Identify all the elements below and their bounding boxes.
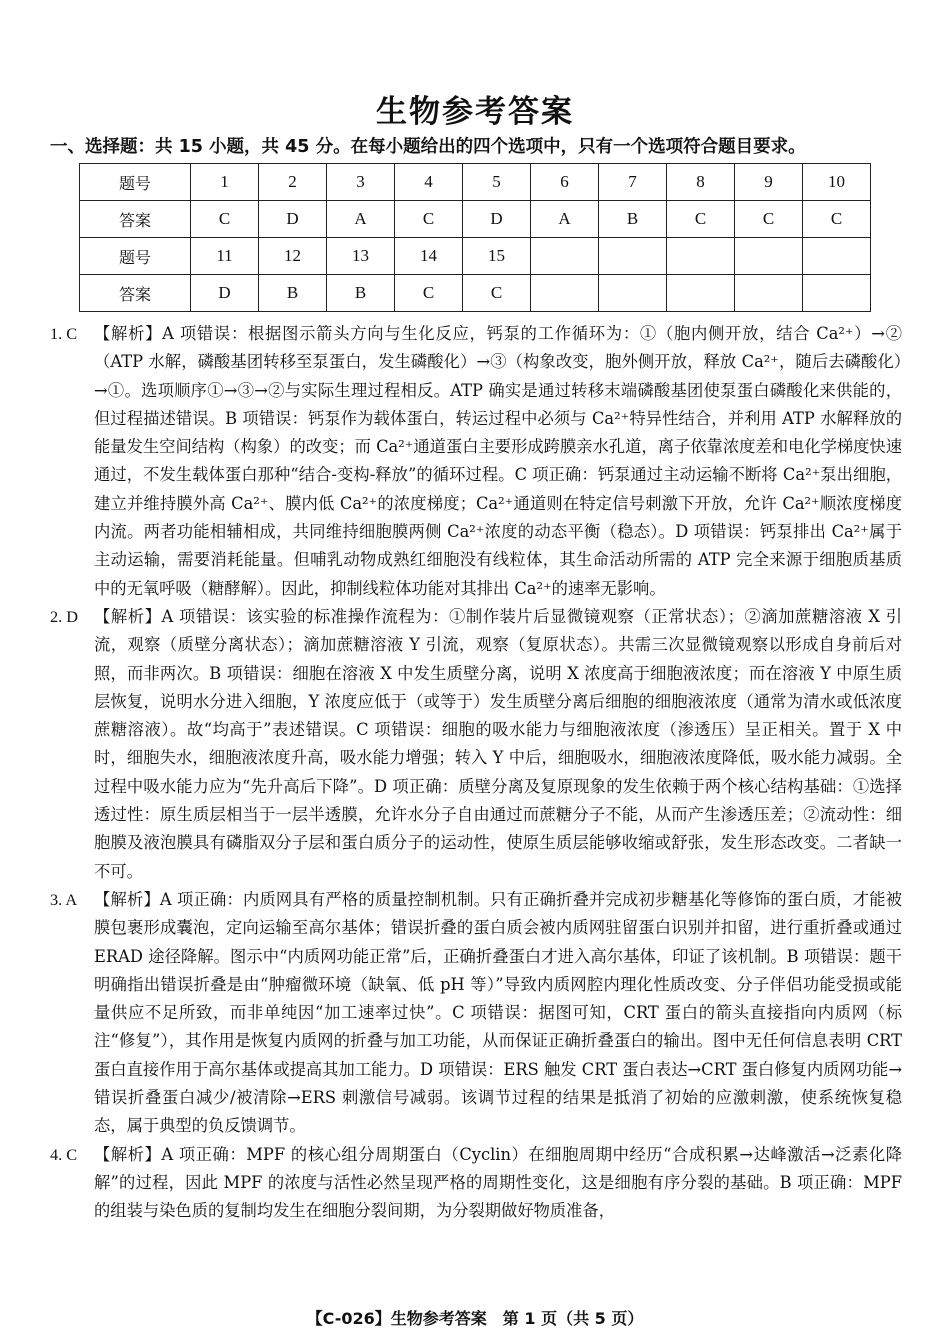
table-cell: A [531, 201, 599, 238]
question-number: 4. C [50, 1144, 78, 1164]
table-cell: 2 [259, 164, 327, 201]
table-cell: 4 [395, 164, 463, 201]
table-cell: A [327, 201, 395, 238]
table-cell: C [191, 201, 259, 238]
table-cell: 7 [599, 164, 667, 201]
table-row [80, 238, 871, 275]
table-cell: 12 [259, 238, 327, 275]
row-header-cell: 题号 [80, 238, 191, 275]
answer-table [79, 163, 871, 312]
table-cell [735, 275, 803, 312]
table-cell: 1 [191, 164, 259, 201]
section-heading: 一、选择题：共 15 小题，共 45 分。在每小题给出的四个选项中，只有一个选项符合题目要求。 [50, 137, 806, 157]
explanation-item [50, 1141, 902, 1226]
explanation-text: 【解析】A 项正确：MPF 的核心组分周期蛋白（Cyclin）在细胞周期中经历“合成积累→达峰激活→泛素化降解”的过程，因此 MPF 的浓度与活性必然呈现严格的周期性变化，这是细胞有序分裂的基础。B 项正确：MPF 的组装与染色质的复制均发生在细胞分裂间期，为分裂期做好物质准备， [94, 1144, 902, 1221]
table-cell: C [667, 201, 735, 238]
explanation-item [50, 603, 902, 886]
table-cell: 6 [531, 164, 599, 201]
row-header-cell: 答案 [80, 201, 191, 238]
table-cell: 9 [735, 164, 803, 201]
explanation-item [50, 320, 902, 603]
question-number: 1. C [50, 324, 78, 343]
table-cell: C [735, 201, 803, 238]
table-cell: C [463, 275, 531, 312]
explanation-text: 【解析】A 项错误：根据图示箭头方向与生化反应，钙泵的工作循环为：①（胞内侧开放，结合 Ca²⁺）→②（ATP 水解，磷酸基团转移至泵蛋白，发生磷酸化）→③（构象改变，胞外侧开放，释放 Ca²⁺，随后去磷酸化）→①。选项顺序①→③→②与实际生理过程相反。ATP 确实是通过转移末端磷酸基团使泵蛋白磷酸化来供能的，但过程描述错误。B 项错误：钙泵作为载体蛋白，转运过程中必须与 Ca²⁺特异性结合，并利用 ATP 水解释放的能量发生空间结构（构象）的改变；而 Ca²⁺通道蛋白主要形成跨膜亲水孔道，离子依靠浓度差和电化学梯度快速通过，不发生载体蛋白那种“结合-变构-释放”的循环过程。C 项正确：钙泵通过主动运输不断将 Ca²⁺泵出细胞，建立并维持膜外高 Ca²⁺、膜内低 Ca²⁺的浓度梯度；Ca²⁺通道则在特定信号刺激下开放，允许 Ca²⁺顺浓度梯度内流。两者功能相辅相成，共同维持细胞膜两侧 Ca²⁺浓度的动态平衡（稳态）。D 项错误：钙泵排出 Ca²⁺属于主动运输，需要消耗能量。但哺乳动物成熟红细胞没有线粒体，其生命活动所需的 ATP 完全来源于细胞质基质中的无氧呼吸（糖酵解）。因此，抑制线粒体功能对其排出 Ca²⁺的速率无影响。 [94, 324, 902, 598]
answer-explanations [50, 320, 902, 1226]
page-title: 生物参考答案 [376, 94, 574, 130]
table-cell: B [599, 201, 667, 238]
table-cell: 11 [191, 238, 259, 275]
row-header-cell: 答案 [80, 275, 191, 312]
table-row [80, 164, 871, 201]
table-cell: B [259, 275, 327, 312]
question-number: 3. A [50, 889, 78, 909]
table-cell [599, 275, 667, 312]
table-cell: 10 [803, 164, 871, 201]
table-cell [735, 238, 803, 275]
table-cell: D [191, 275, 259, 312]
table-cell [667, 275, 735, 312]
explanation-item [50, 886, 902, 1141]
table-cell: B [327, 275, 395, 312]
table-cell: C [395, 275, 463, 312]
table-cell [803, 275, 871, 312]
table-cell [531, 275, 599, 312]
table-cell: 14 [395, 238, 463, 275]
table-row [80, 275, 871, 312]
explanation-text: 【解析】A 项错误：该实验的标准操作流程为：①制作装片后显微镜观察（正常状态）；②滴加蔗糖溶液 X 引流，观察（质壁分离状态）；滴加蔗糖溶液 Y 引流，观察（复原状态）。共需三次显微镜观察以形成自身前后对照，而非两次。B 项错误：细胞在溶液 X 中发生质壁分离，说明 X 浓度高于细胞液浓度；而在溶液 Y 中原生质层恢复，说明水分进入细胞，Y 浓度应低于（或等于）发生质壁分离后细胞的细胞液浓度（通常为清水或低浓度蔗糖溶液）。故“均高于”表述错误。C 项错误：细胞的吸水能力与细胞液浓度（渗透压）呈正相关。置于 X 中时，细胞失水，细胞液浓度升高，吸水能力增强；转入 Y 中后，细胞吸水，细胞液浓度降低，吸水能力减弱。全过程中吸水能力应为“先升高后下降”。D 项正确：质壁分离及复原现象的发生依赖于两个核心结构基础：①选择透过性：原生质层相当于一层半透膜，允许水分子自由通过而蔗糖分子不能，从而产生渗透压差；②流动性：细胞膜及液泡膜具有磷脂双分子层和蛋白质分子的运动性，使原生质层能够收缩或舒张，发生形态改变。二者缺一不可。 [94, 606, 902, 881]
table-cell: D [463, 201, 531, 238]
row-header-cell: 题号 [80, 164, 191, 201]
table-cell [667, 238, 735, 275]
table-cell [803, 238, 871, 275]
table-cell: 5 [463, 164, 531, 201]
table-cell [531, 238, 599, 275]
question-number: 2. D [50, 606, 79, 626]
table-cell: D [259, 201, 327, 238]
table-cell: 8 [667, 164, 735, 201]
table-cell [599, 238, 667, 275]
table-row [80, 201, 871, 238]
table-cell: C [395, 201, 463, 238]
table-cell: 13 [327, 238, 395, 275]
table-cell: 3 [327, 164, 395, 201]
table-cell: 15 [463, 238, 531, 275]
page-footer: 【C-026】生物参考答案 第 1 页（共 5 页） [306, 1309, 644, 1328]
explanation-text: 【解析】A 项正确：内质网具有严格的质量控制机制。只有正确折叠并完成初步糖基化等修饰的蛋白质，才能被膜包裹形成囊泡，定向运输至高尔基体；错误折叠的蛋白质会被内质网驻留蛋白识别并扣留，进行重折叠或通过 ERAD 途径降解。图示中“内质网功能正常”后，正确折叠蛋白才进入高尔基体，印证了该机制。B 项错误：题干明确指出错误折叠是由“肿瘤微环境（缺氧、低 pH 等）”导致内质网腔内理化性质改变、分子伴侣功能受损或能量供应不足所致，而非单纯因“加工速率过快”。C 项错误：据图可知，CRT 蛋白的箭头直接指向内质网（标注“修复”），其作用是恢复内质网的折叠与加工功能，从而保证正确折叠蛋白的输出。图中无任何信息表明 CRT 蛋白直接作用于高尔基体或提高其加工能力。D 项错误：ERS 触发 CRT 蛋白表达→CRT 蛋白修复内质网功能→错误折叠蛋白减少/被清除→ERS 刺激信号减弱。该调节过程的结果是抵消了初始的应激刺激，使系统恢复稳态，属于典型的负反馈调节。 [94, 889, 902, 1136]
table-cell: C [803, 201, 871, 238]
